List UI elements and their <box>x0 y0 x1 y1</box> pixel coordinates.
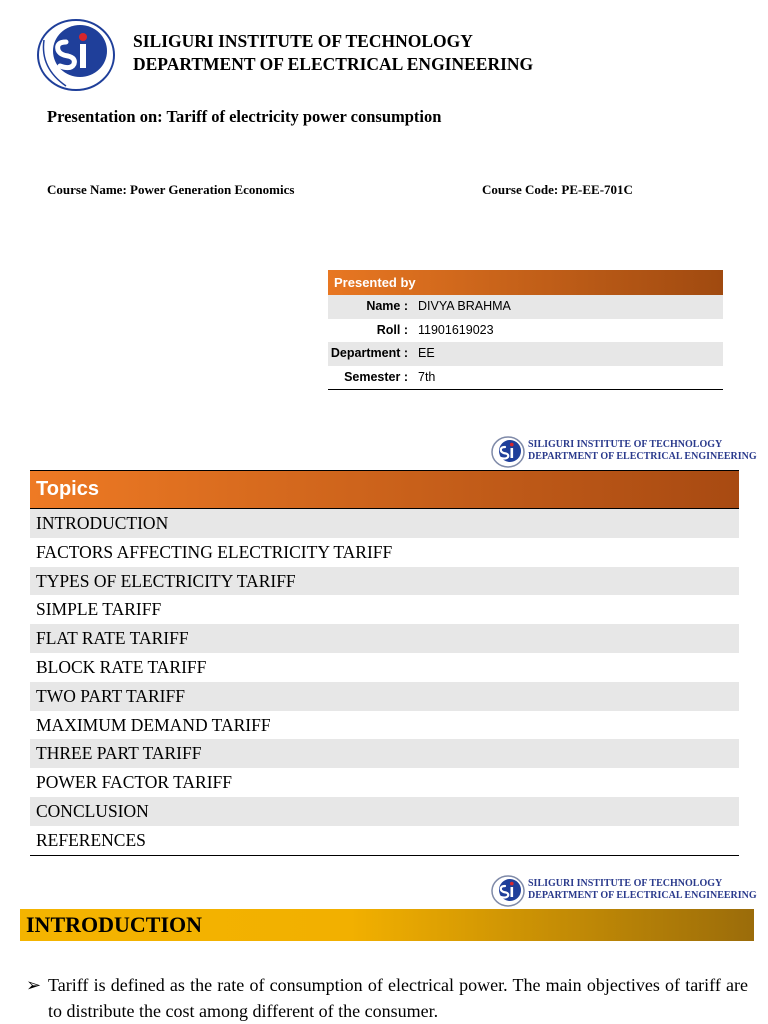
mini-header-text <box>528 878 757 902</box>
presenter-row-semester <box>328 366 723 391</box>
mini-institute: SILIGURI INSTITUTE OF TECHNOLOGY <box>528 439 723 450</box>
introduction-text: Tariff is defined as the rate of consumption of electrical power. The main objectives of tariff are to distribute the cost among different of the consumer. <box>48 975 748 1021</box>
presenter-label: Semester : <box>344 369 408 384</box>
institute-logo <box>36 18 116 92</box>
presenter-value: 11901619023 <box>418 322 494 337</box>
topics-header: Topics <box>30 471 739 509</box>
presenter-row-name <box>328 295 723 319</box>
mini-department: DEPARTMENT OF ELECTRICAL ENGINEERING <box>528 451 757 462</box>
mini-logo <box>491 875 525 907</box>
presenter-value: DIVYA BRAHMA <box>418 299 511 313</box>
mini-institute: SILIGURI INSTITUTE OF TECHNOLOGY <box>528 878 723 889</box>
bullet-arrow-icon: ➢ <box>26 975 42 995</box>
presenter-value: 7th <box>418 369 436 384</box>
presenter-value: EE <box>418 346 435 360</box>
presented-by-table <box>328 270 723 390</box>
presenter-row-department <box>328 342 723 366</box>
presenter-label: Name : <box>366 299 408 313</box>
presented-by-header: Presented by <box>328 270 723 295</box>
topic-item: THREE PART TARIFF <box>30 739 739 768</box>
topic-item: BLOCK RATE TARIFF <box>36 656 207 677</box>
presenter-label: Roll : <box>376 322 408 337</box>
introduction-paragraph <box>26 972 748 1024</box>
course-name: Course Name: Power Generation Economics <box>47 182 295 197</box>
mini-header-text <box>528 439 757 463</box>
topic-item: POWER FACTOR TARIFF <box>36 772 233 793</box>
presentation-title: Presentation on: Tariff of electricity power consumption <box>47 107 442 126</box>
topic-item: TYPES OF ELECTRICITY TARIFF <box>30 567 739 596</box>
topics-table <box>30 470 739 856</box>
topic-item: REFERENCES <box>36 829 146 850</box>
presenter-row-roll <box>328 319 723 343</box>
topic-item: CONCLUSION <box>30 797 739 826</box>
department-name: DEPARTMENT OF ELECTRICAL ENGINEERING <box>133 54 534 74</box>
institute-name: SILIGURI INSTITUTE OF TECHNOLOGY <box>133 31 473 51</box>
mini-department: DEPARTMENT OF ELECTRICAL ENGINEERING <box>528 890 757 901</box>
topic-item: MAXIMUM DEMAND TARIFF <box>36 714 271 735</box>
mini-logo <box>491 436 525 468</box>
topic-item: FLAT RATE TARIFF <box>30 624 739 653</box>
topic-item: FACTORS AFFECTING ELECTRICITY TARIFF <box>36 541 393 562</box>
introduction-heading: INTRODUCTION <box>20 909 754 941</box>
presenter-label: Department : <box>330 346 408 360</box>
topic-item: TWO PART TARIFF <box>30 682 739 711</box>
topic-item: INTRODUCTION <box>30 509 739 538</box>
course-code: Course Code: PE-EE-701C <box>482 182 633 197</box>
topic-item: SIMPLE TARIFF <box>36 599 162 620</box>
